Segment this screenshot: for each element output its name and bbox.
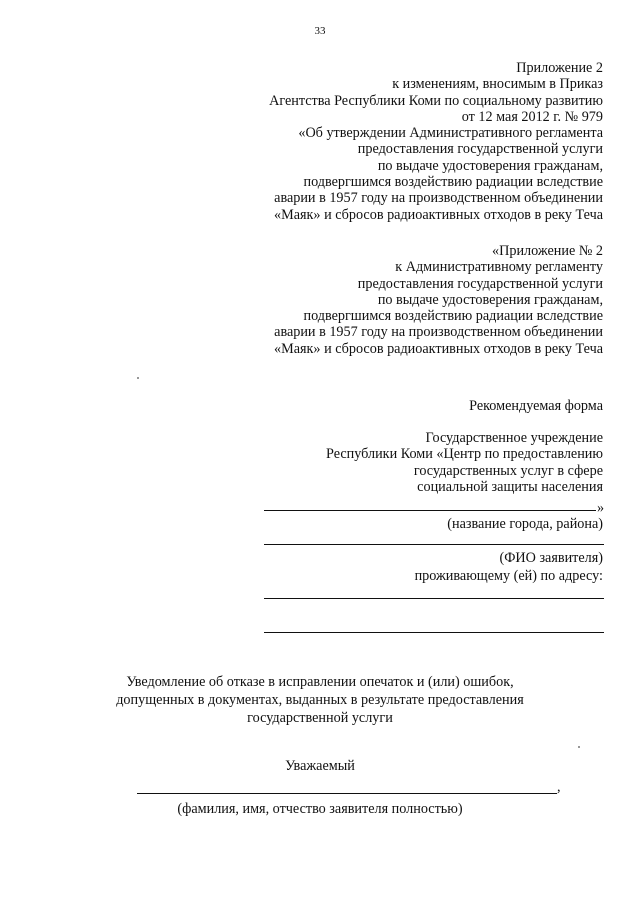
appendix-header-line: Приложение 2 (516, 60, 603, 76)
notice-title-line: допущенных в документах, выданных в результате предоставления (116, 692, 524, 708)
closing-quote: » (597, 500, 605, 516)
regulation-header-line: к Административному регламенту (395, 259, 603, 276)
scan-speck (137, 377, 139, 379)
city-blank-line (264, 510, 596, 511)
greeting: Уважаемый (285, 758, 355, 774)
appendix-header-line: «Маяк» и сбросов радиоактивных отходов в реку Теча (274, 206, 603, 223)
institution-block (326, 430, 603, 495)
appendix-header-line: подвергшимся воздействию радиации вследствие (303, 174, 603, 191)
regulation-header (274, 243, 603, 357)
notice-title-line: Уведомление об отказе в исправлении опечаток и (или) ошибок, (126, 674, 514, 690)
page-number: 33 (314, 25, 326, 37)
regulation-header-line: «Приложение № 2 (492, 243, 603, 259)
institution-line: государственных услуг в сфере (413, 462, 603, 479)
recommended-form-label (469, 398, 603, 414)
address-line-2 (264, 632, 604, 633)
notice-title-line: государственной услуги (247, 710, 393, 726)
institution-line: Государственное учреждение (425, 430, 603, 446)
appendix-header-line: «Об утверждении Административного регламента (298, 125, 603, 142)
notice-title (0, 673, 640, 727)
appendix-header-line: Агентства Республики Коми по социальному развитию (269, 92, 603, 109)
scan-speck (578, 746, 580, 748)
regulation-header-line: «Маяк» и сбросов радиоактивных отходов в реку Теча (274, 340, 603, 357)
institution-line: социальной защиты населения (417, 478, 603, 495)
applicant-blank-line (264, 544, 604, 545)
regulation-header-line: предоставления государственной услуги (357, 275, 603, 292)
regulation-header-line: аварии в 1957 году на производственном объединении (274, 324, 603, 341)
appendix-header-line: от 12 мая 2012 г. № 979 (461, 108, 603, 125)
appendix-header-line: аварии в 1957 году на производственном объединении (274, 190, 603, 207)
city-caption: (название города, района) (447, 516, 603, 532)
appendix-header (269, 60, 603, 223)
residing-label: проживающему (ей) по адресу: (414, 568, 603, 584)
name-blank-line (137, 793, 557, 794)
recommended-form-text: Рекомендуемая форма (469, 398, 603, 414)
applicant-caption: (ФИО заявителя) (499, 550, 603, 566)
name-caption: (фамилия, имя, отчество заявителя полностью) (177, 801, 463, 817)
institution-line: Республики Коми «Центр по предоставлению (326, 446, 603, 463)
appendix-header-line: предоставления государственной услуги (357, 141, 603, 158)
appendix-header-line: по выдаче удостоверения гражданам, (377, 157, 603, 174)
appendix-header-line: к изменениям, вносимым в Приказ (392, 76, 603, 93)
regulation-header-line: подвергшимся воздействию радиации вследствие (303, 308, 603, 325)
address-line-1 (264, 598, 604, 599)
greeting-comma: , (557, 779, 561, 795)
regulation-header-line: по выдаче удостоверения гражданам, (377, 291, 603, 308)
